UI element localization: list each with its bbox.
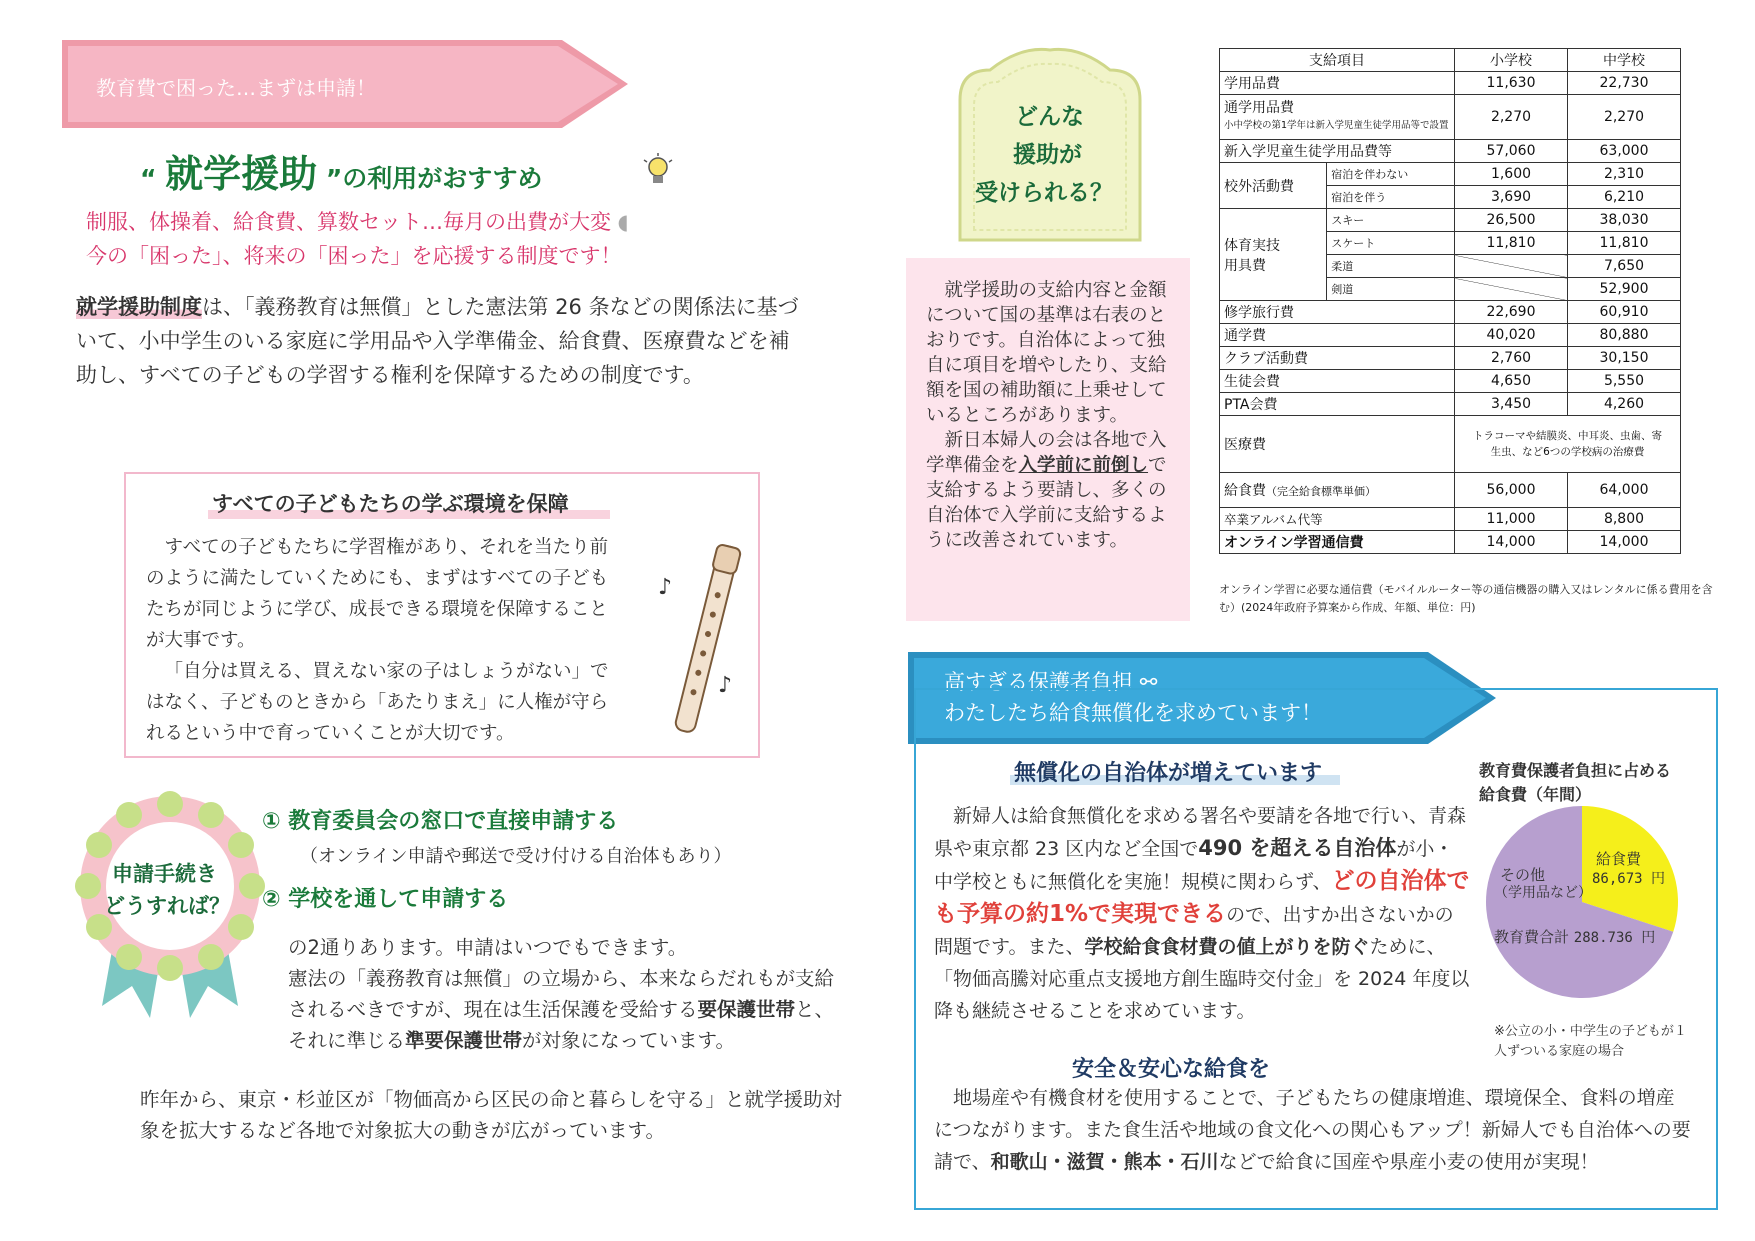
right-banner-line-1: 高すぎる保護者負担 ⚯ xyxy=(944,670,1158,694)
safe-lunch-paragraph: 地場産や有機食材を使用することで、子どもたちの健康増進、環境保全、食料の増産につながります。また食生活や地域の食文化への関心もアップ！新婦人でも自治体への要請で、和歌山・滋賀・熊本・石川などで給食に国産や県産小麦の使用が実現！ xyxy=(934,1087,1691,1173)
total-label: 教育費合計 288.736 円 xyxy=(1494,928,1656,946)
table-row: 体育実技 用具費 スキー 26,500 38,030 xyxy=(1220,209,1681,232)
box-body: すべての子どもたちに学習権があり、それを当たり前のように満たしていくためにも、まずはすべての子どもたちが同じように学び、成長できる環境を保障することが大事です。 「自分は買える、買えない家の子はしょうがない」ではなく、子どものときから「あたりまえ」に人権が守られるという中で育っていくことが大切です。 xyxy=(146,537,609,744)
learning-environment-box xyxy=(124,472,760,758)
table-row: 修学旅行費 22,690 60,910 xyxy=(1220,301,1681,324)
table-row: スケート 11,810 11,810 xyxy=(1220,232,1681,255)
lightbulb-icon xyxy=(640,152,676,188)
slice-value-lunch: 86,673 円 xyxy=(1592,871,1666,887)
table-row: 通学用品費 小中学校の第1学年は新入学児童生徒学用品等で設置 2,270 2,270 xyxy=(1220,95,1681,140)
pink-line-2: 今の「困った」、将来の「困った」を応援する制度です！ xyxy=(86,244,622,268)
chart-title: 教育費保護者負担に占める給食費（年間） xyxy=(1479,761,1672,804)
recorder-icon xyxy=(658,534,748,744)
table-row: PTA会費 3,450 4,260 xyxy=(1220,393,1681,416)
table-row: 通学費 40,020 80,880 xyxy=(1220,324,1681,347)
support-explanation-box xyxy=(906,258,1190,621)
svg-text:♪: ♪ xyxy=(658,575,673,600)
col-header-elementary: 小学校 xyxy=(1455,49,1568,72)
intro-paragraph: 就学援助制度は、「義務教育は無償」とした憲法第 26 条などの関係法に基づいて、小中学生のいる家庭に学用品や入学準備金、給食費、医療費などを補助し、すべての子どもの学習する権利を保障するための制度です。 xyxy=(76,295,799,387)
step-1: ① 教育委員会の窓口で直接申請する xyxy=(262,809,619,834)
free-lunch-heading: 無償化の自治体が増えています xyxy=(1014,761,1323,786)
link-icon: ⚯ xyxy=(1139,670,1158,694)
table-row: 剣道 52,900 xyxy=(1220,278,1681,301)
expansion-paragraph: 昨年から、東京・杉並区が「物価高から区民の命と暮らしを守る」と就学援助対象を拡大するなど各地で対象拡大の動きが広がっています。 xyxy=(140,1088,843,1142)
frame-line-2: 援助が xyxy=(1013,142,1082,168)
slice-label-other: その他 xyxy=(1500,866,1546,884)
table-row: 給食費（完全給食標準単価） 56,000 64,000 xyxy=(1220,473,1681,508)
right-banner-line-2: わたしたち給食無償化を求めています！ xyxy=(944,701,1322,725)
free-lunch-paragraph: 新婦人は給食無償化を求める署名や要請を各地で行い、青森県や東京都 23 区内など全国で490 を超える自治体が小・中学校ともに無償化を実施！規模に関わらず、どの自治体でも予算の約1%で実現できるので、出すか出さないかの問題です。また、学校給食食材費の値上がりを防ぐために、「物価高騰対応重点支援地方創生臨時交付金」を 2024 年度以降も継続させることを求めています。 xyxy=(934,805,1470,1022)
frame-line-3: 受けられる？ xyxy=(975,180,1113,206)
table-row: オンライン学習通信費 14,000 14,000 xyxy=(1220,531,1681,554)
frame-line-1: どんな xyxy=(1015,104,1084,130)
table-row: クラブ活動費 2,760 30,150 xyxy=(1220,347,1681,370)
svg-text:♪: ♪ xyxy=(718,673,733,698)
pie-footnote: ※公立の小・中学生の子どもが１人ずついる家庭の場合 xyxy=(1494,1024,1687,1059)
table-row: 学用品費 11,630 22,730 xyxy=(1220,72,1681,95)
page-title: “ 就学援助 ”の利用がおすすめ xyxy=(140,152,543,196)
table-footnote: オンライン学習に必要な通信費（モバイルルーター等の通信機器の購入又はレンタルに係る費用を含む）(2024年政府予算案から作成、年額、単位：円) xyxy=(1219,583,1713,614)
support-table xyxy=(1219,48,1681,554)
badge-line-2: どうすれば？ xyxy=(104,894,230,918)
step-2: ② 学校を通して申請する xyxy=(262,887,509,912)
procedure-paragraph: の2通りあります。申請はいつでもできます。 憲法の「義務教育は無償」の立場から、本来ならだれもが支給されるべきですが、現在は生活保護を受給する要保護世帯と、それに準じる準要保護世帯が対象になっています。 xyxy=(288,936,835,1052)
slice-label-lunch: 給食費 xyxy=(1596,850,1642,868)
table-row: 柔道 7,650 xyxy=(1220,255,1681,278)
col-header-junior: 中学校 xyxy=(1568,49,1681,72)
table-row: 新入学児童生徒学用品費等 57,060 63,000 xyxy=(1220,140,1681,163)
table-row: 宿泊を伴う 3,690 6,210 xyxy=(1220,186,1681,209)
sweat-drop-icon: ◖ xyxy=(611,210,629,234)
step-1-note: （オンライン申請や郵送で受け付ける自治体もあり） xyxy=(300,846,732,867)
badge-line-1: 申請手続き xyxy=(112,862,217,886)
pink-line-1: 制服、体操着、給食費、算数セット…毎月の出費が大変 ◖ xyxy=(86,210,629,234)
box-heading: すべての子どもたちの学ぶ環境を保障 xyxy=(212,492,569,516)
table-row: 卒業アルバム代等 11,000 8,800 xyxy=(1220,508,1681,531)
col-header-item: 支給項目 xyxy=(1220,49,1455,72)
support-explanation-text: 就学援助の支給内容と金額について国の基準は右表のとおりです。自治体によって独自に項目を増やしたり、支給額を国の補助額に上乗せしているところがあります。 新日本婦人の会は各地で入学準備金を入学前に前倒しで支給するよう要請し、多くの自治体で入学前に支給するように改善されています。 xyxy=(926,280,1167,551)
safe-lunch-heading: 安全＆安心な給食を xyxy=(1072,1057,1271,1082)
table-row: 校外活動費 宿泊を伴わない 1,600 2,310 xyxy=(1220,163,1681,186)
table-row: 医療費 トラコーマや結膜炎、中耳炎、虫歯、寄生虫、など6つの学校病の治療費 xyxy=(1220,416,1681,473)
table-row: 生徒会費 4,650 5,550 xyxy=(1220,370,1681,393)
pie-chart xyxy=(1482,802,1682,1002)
slice-label-other-sub: （学用品など） xyxy=(1494,885,1592,901)
left-banner-text: 教育費で困った…まずは申請！ xyxy=(96,76,376,100)
